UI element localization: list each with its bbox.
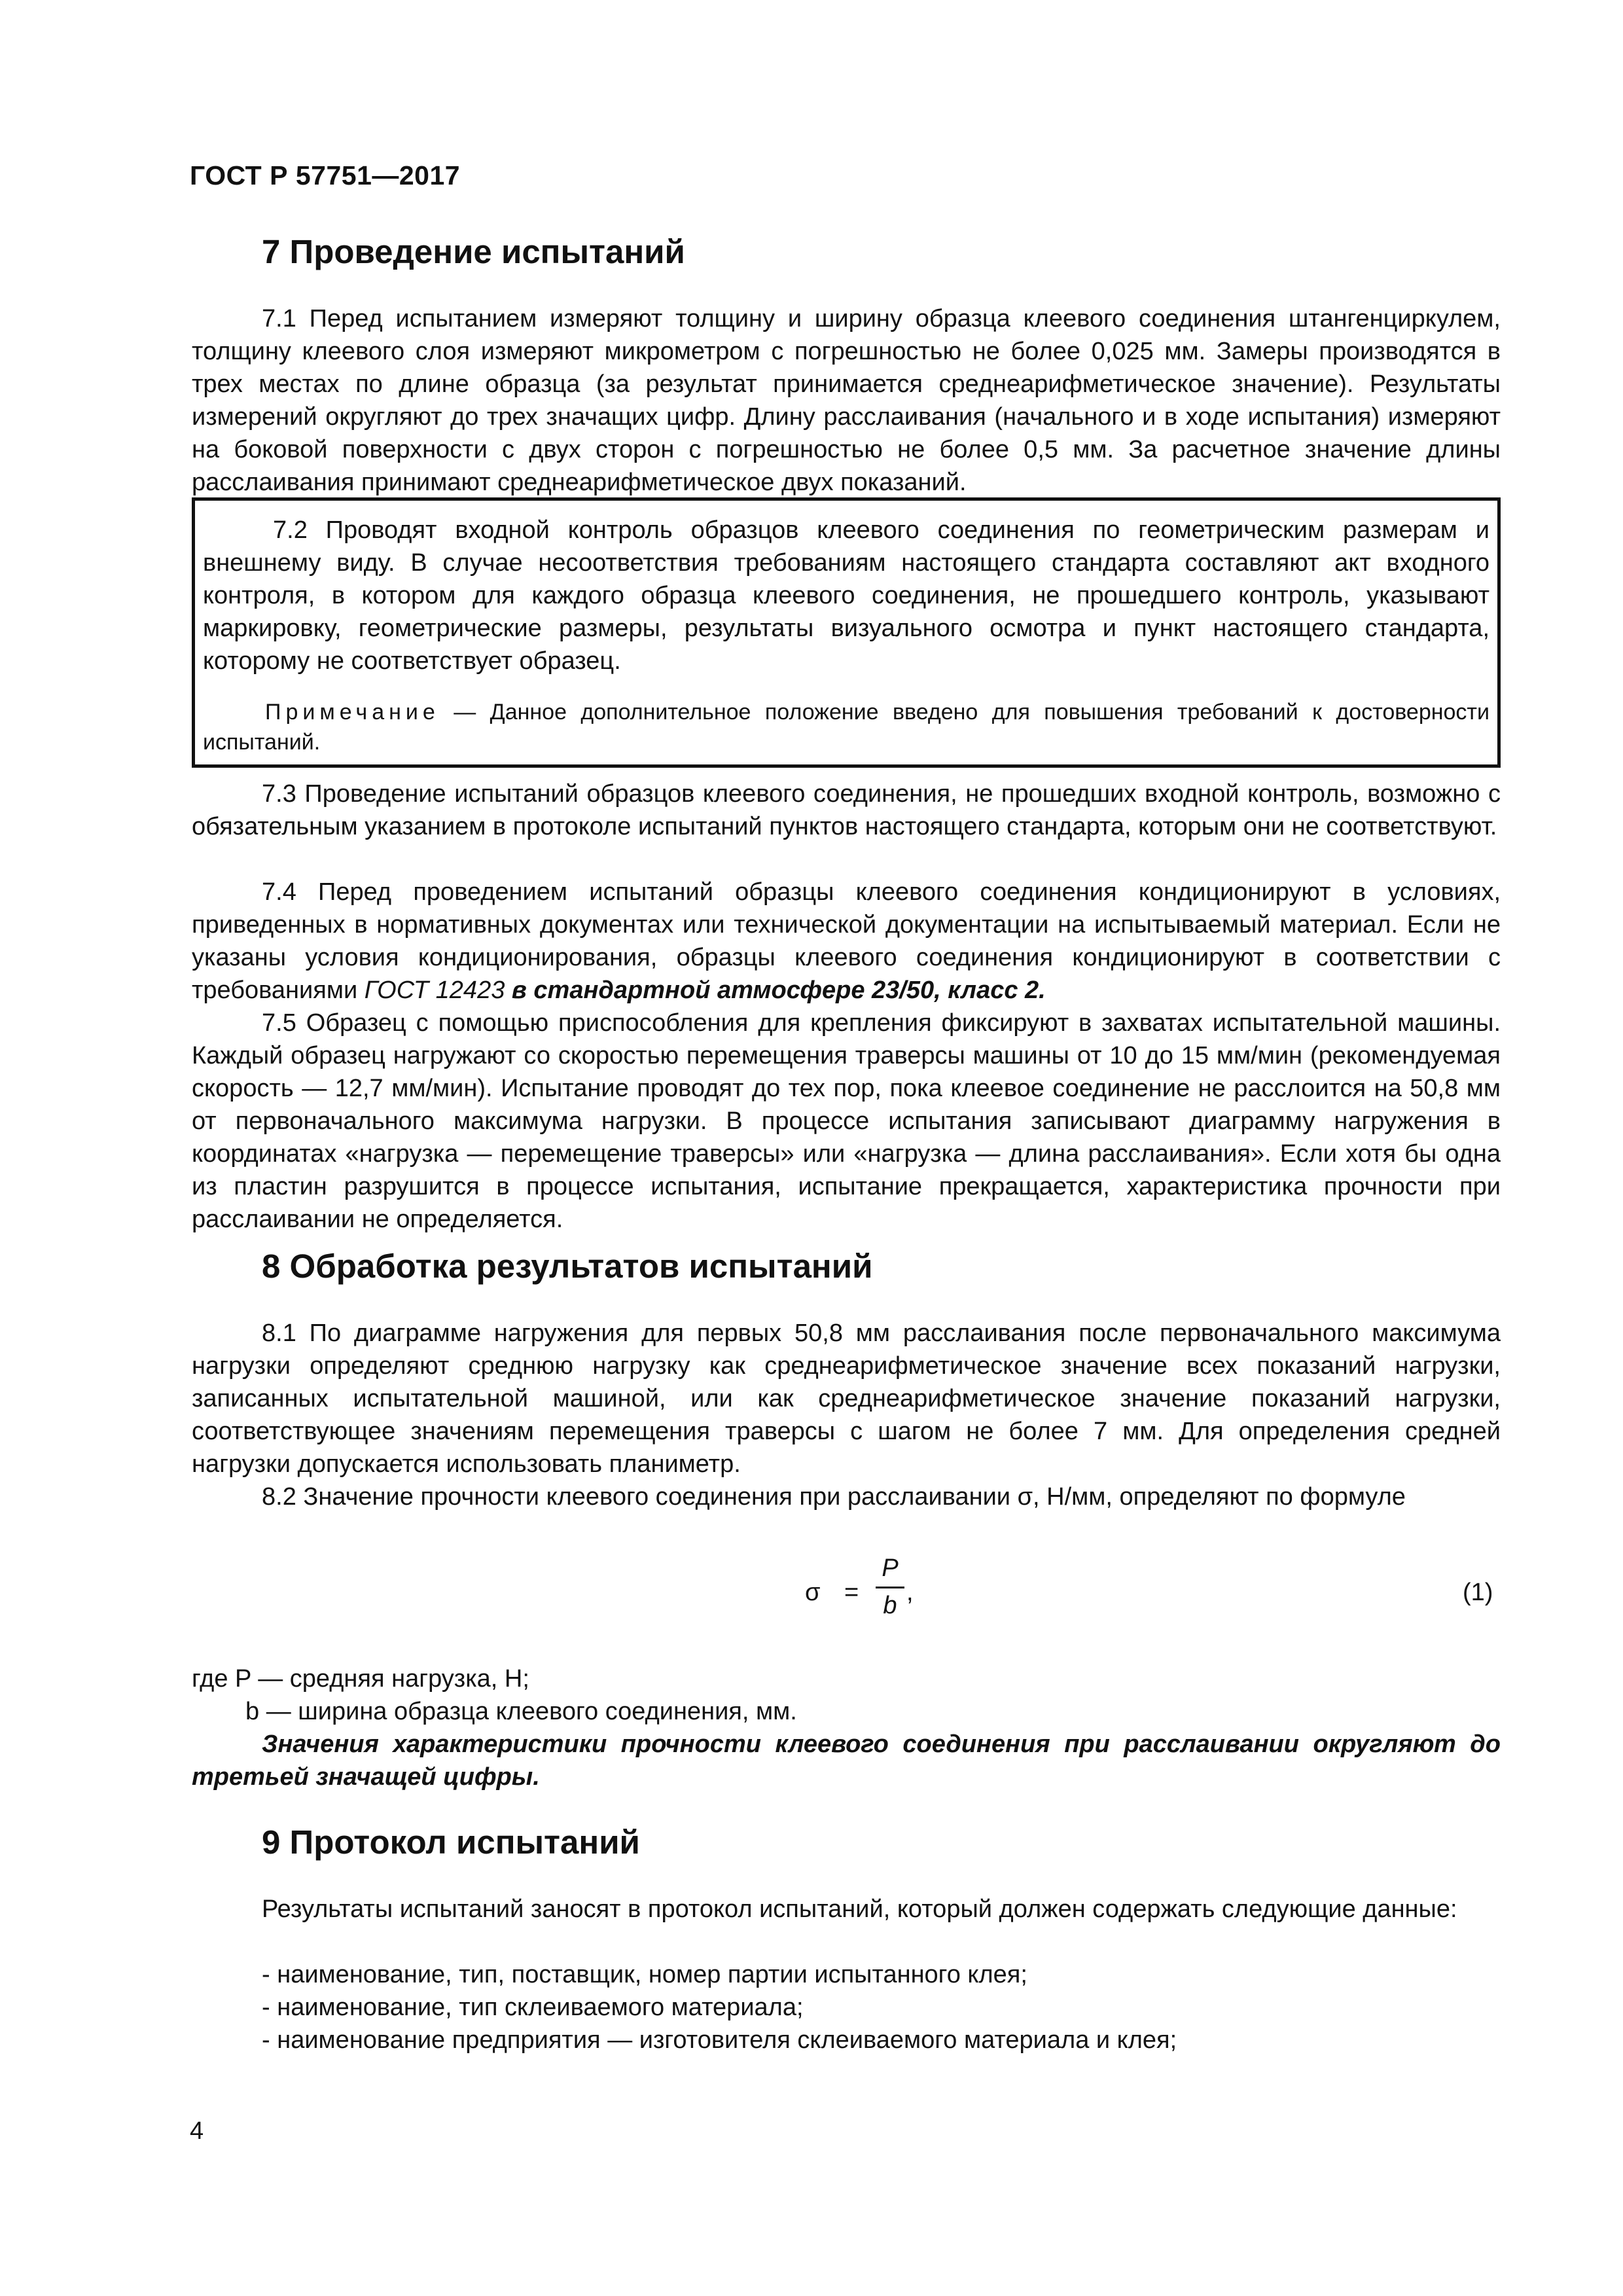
formula-lhs: σ <box>805 1579 821 1606</box>
note-text: — Данное дополнительное положение введено для повышения требований к достоверности испытаний. <box>203 700 1489 755</box>
formula-trail: , <box>906 1579 914 1606</box>
section-9-title: 9 Протокол испытаний <box>262 1823 640 1861</box>
section-7-title: 7 Проведение испытаний <box>262 233 685 270</box>
rounding-rule: Значения характеристики прочности клеевого соединения при расслаивании округляют до третьей значащей цифры. <box>192 1731 1501 1791</box>
note <box>203 697 1489 757</box>
list-item: - наименование, тип, поставщик, номер партии испытанного клея; <box>262 1961 1027 1988</box>
formula-numerator: P <box>882 1554 899 1582</box>
formula-fraction <box>870 1551 910 1623</box>
paragraph-7-1: 7.1 Перед испытанием измеряют толщину и ширину образца клеевого соединения штангенциркулем, толщину клеевого слоя измеряют микрометром с погрешностью не более 0,025 мм. Замеры производятся в трех местах по длине образца (за результат принимается среднеарифметическое значение). Результаты измерений округляют до трех значащих цифр. Длину расслаивания (начального и в ходе испытания) измеряют на боковой поверхности с двух сторон с погрешностью не более 0,5 мм. За расчетное значение длины расслаивания принимают среднеарифметическое двух показаний. <box>192 305 1501 496</box>
section-8-title: 8 Обработка результатов испытаний <box>262 1247 873 1285</box>
gost-reference: ГОСТ 12423 <box>364 977 505 1004</box>
paragraph-8-2: 8.2 Значение прочности клеевого соединения при расслаивании σ, Н/мм, определяют по формуле <box>262 1483 1406 1511</box>
formula-equals: = <box>844 1579 859 1606</box>
formula-number: (1) <box>1463 1579 1493 1606</box>
page-number: 4 <box>190 2117 204 2145</box>
note-label: Примечание <box>265 700 440 725</box>
added-provision-box <box>192 497 1501 768</box>
paragraph-7-4-text: 7.4 Перед проведением испытаний образцы клеевого соединения кондиционируют в условиях, приведенных в нормативных документах или технической документации на испытываемый материал. Если не указаны условия кондиционирования, образцы клеевого соединения кондиционируют в соответствии с требованиями <box>192 878 1501 1004</box>
paragraph-7-4-emphasis: в стандартной атмосфере 23/50, класс 2. <box>505 977 1046 1004</box>
paragraph-7-2: 7.2 Проводят входной контроль образцов клеевого соединения по геометрическим размерам и внешнему виду. В случае несоответствия требованиям настоящего стандарта составляют акт входного контроля, в котором для каждого образца клеевого соединения, не прошедшего контроль, указывают маркировку, геометрические размеры, результаты визуального осмотра и пункт настоящего стандарта, которому не соответствует образец. <box>203 516 1489 675</box>
list-item: - наименование предприятия — изготовителя склеиваемого материала и клея; <box>262 2026 1177 2054</box>
protocol-intro: Результаты испытаний заносят в протокол испытаний, который должен содержать следующие данные: <box>262 1895 1457 1923</box>
paragraph-7-5: 7.5 Образец с помощью приспособления для крепления фиксируют в захватах испытательной машины. Каждый образец нагружают со скоростью перемещения траверсы машины от 10 до 15 мм/мин (рекомендуемая скорость — 12,7 мм/мин). Испытание проводят до тех пор, пока клеевое соединение не расслоится на 50,8 мм от первоначального максимума нагрузки. В процессе испытания записывают диаграмму нагружения в координатах «нагрузка — перемещение траверсы» или «нагрузка — длина расслаивания». Если хотя бы одна из пластин разрушится в процессе испытания, испытание прекращается, характеристика прочности при расслаивании не определяется. <box>192 1009 1501 1233</box>
formula-denominator: b <box>883 1592 897 1619</box>
paragraph-7-3: 7.3 Проведение испытаний образцов клеевого соединения, не прошедших входной контроль, возможно с обязательным указанием в протоколе испытаний пунктов настоящего стандарта, которым они не соответствуют. <box>192 780 1501 840</box>
paragraph-8-1: 8.1 По диаграмме нагружения для первых 50,8 мм расслаивания после первоначального максимума нагрузки определяют среднюю нагрузку как среднеарифметическое значение всех показаний нагрузки, записанных испытательной машиной, или как среднеарифметическое значение показаний нагрузки, соответствующее значениям перемещения траверсы с шагом не более 7 мм. Для определения средней нагрузки допускается использовать планиметр. <box>192 1319 1501 1478</box>
document-code: ГОСТ Р 57751—2017 <box>190 160 461 190</box>
where-p: где P — средняя нагрузка, Н; <box>192 1665 529 1693</box>
list-item: - наименование, тип склеиваемого материала; <box>262 1994 804 2021</box>
paragraph-7-4 <box>192 876 1501 1007</box>
where-b: b — ширина образца клеевого соединения, мм. <box>245 1698 797 1725</box>
